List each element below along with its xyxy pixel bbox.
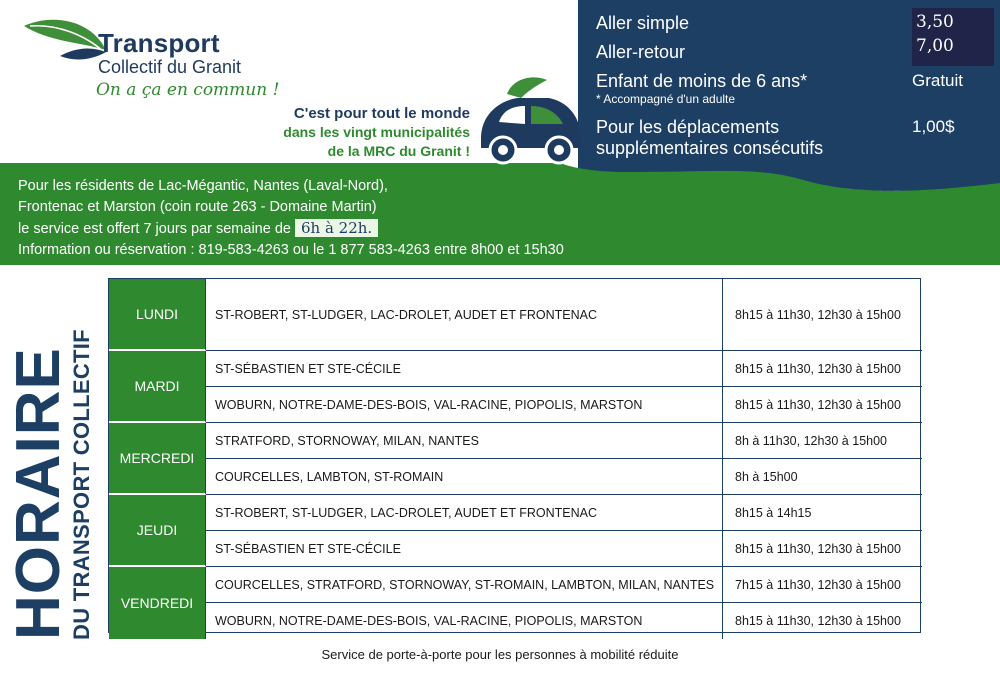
route-cell: COURCELLES, LAMBTON, ST-ROMAIN [206,459,723,495]
info-line-3 [18,218,564,240]
hours-cell: 8h15 à 11h30, 12h30 à 15h00 [723,351,922,387]
hours-cell: 8h15 à 11h30, 12h30 à 15h00 [735,614,901,628]
title-main: HORAIRE [4,347,73,640]
fare-value-return: 7,00 [916,36,954,56]
fare-label-single: Aller simple [596,13,690,33]
day-mercredi: MERCREDI [109,423,206,495]
route-cell: WOBURN, NOTRE-DAME-DES-BOIS, VAL-RACINE, PIOPOLIS, MARSTON [206,603,723,639]
vertical-title [4,329,94,640]
hours-cell: 8h15 à 11h30, 12h30 à 15h00 [723,279,922,351]
fare-value-child: Gratuit [912,71,964,90]
fare-label-extra: Pour les déplacements [596,117,780,137]
day-jeudi: JEUDI [109,495,206,567]
brand-slogan: On a ça en commun ! [96,80,280,100]
hours-cell: 8h à 15h00 [723,459,922,495]
hours-cell: 8h15 à 14h15 [723,495,922,531]
route-cell: ST-SÉBASTIEN ET STE-CÉCILE [206,351,723,387]
tagline-line-2: dans les vingt municipalités [283,124,470,140]
fare-label-extra-line2: supplémentaires consécutifs [596,138,824,158]
fare-label-return: Aller-retour [596,42,686,62]
fare-note: * Accompagné d'un adulte [596,92,736,106]
brand-name: Transport [98,28,220,58]
hours-cell: 8h à 11h30, 12h30 à 15h00 [723,423,922,459]
info-line-2: Frontenac et Marston (coin route 263 - Domaine Martin) [18,199,377,215]
hours-cell: 7h15 à 11h30, 12h30 à 15h00 [723,567,922,603]
service-hours-badge: 6h à 22h. [295,219,378,237]
day-lundi: LUNDI [109,279,206,351]
info-line-4: Information ou réservation : 819-583-4263 ou le 1 877 583-4263 entre 8h00 et 15h30 [18,242,564,258]
route-cell: COURCELLES, STRATFORD, STORNOWAY, ST-ROMAIN, LAMBTON, MILAN, NANTES [206,567,723,603]
tagline [283,104,470,161]
route-cell: ST-ROBERT, ST-LUDGER, LAC-DROLET, AUDET ET FRONTENAC [206,495,723,531]
brand-subtitle: Collectif du Granit [98,57,242,77]
tagline-line-1: C'est pour tout le monde [293,105,470,122]
info-line-1: Pour les résidents de Lac-Mégantic, Nantes (Laval-Nord), [18,178,388,194]
eco-car-icon [473,74,585,170]
route-cell: STRATFORD, STORNOWAY, MILAN, NANTES [206,423,723,459]
day-vendredi: VENDREDI [109,567,206,639]
footer-note: Service de porte-à-porte pour les personnes à mobilité réduite [321,647,679,662]
service-info [18,176,564,261]
fare-panel-wave-cover [578,163,1000,236]
tagline-line-3: de la MRC du Granit ! [327,143,470,159]
schedule-table [108,278,921,633]
fare-value-extra: 1,00$ [912,117,955,136]
hours-cell: 8h15 à 11h30, 12h30 à 15h00 [723,531,922,567]
title-sub: DU TRANSPORT COLLECTIF [69,329,94,640]
fare-value-single: 3,50 [916,12,954,32]
route-cell: ST-ROBERT, ST-LUDGER, LAC-DROLET, AUDET ET FRONTENAC [206,279,723,351]
day-mardi: MARDI [109,351,206,423]
leaf-logo-icon [20,12,110,64]
fare-label-child: Enfant de moins de 6 ans* [596,71,808,91]
route-cell: ST-SÉBASTIEN ET STE-CÉCILE [206,531,723,567]
route-cell: WOBURN, NOTRE-DAME-DES-BOIS, VAL-RACINE, PIOPOLIS, MARSTON [206,387,723,423]
info-line-3-text: le service est offert 7 jours par semaine de [18,221,291,237]
hours-cell: 8h15 à 11h30, 12h30 à 15h00 [723,387,922,423]
